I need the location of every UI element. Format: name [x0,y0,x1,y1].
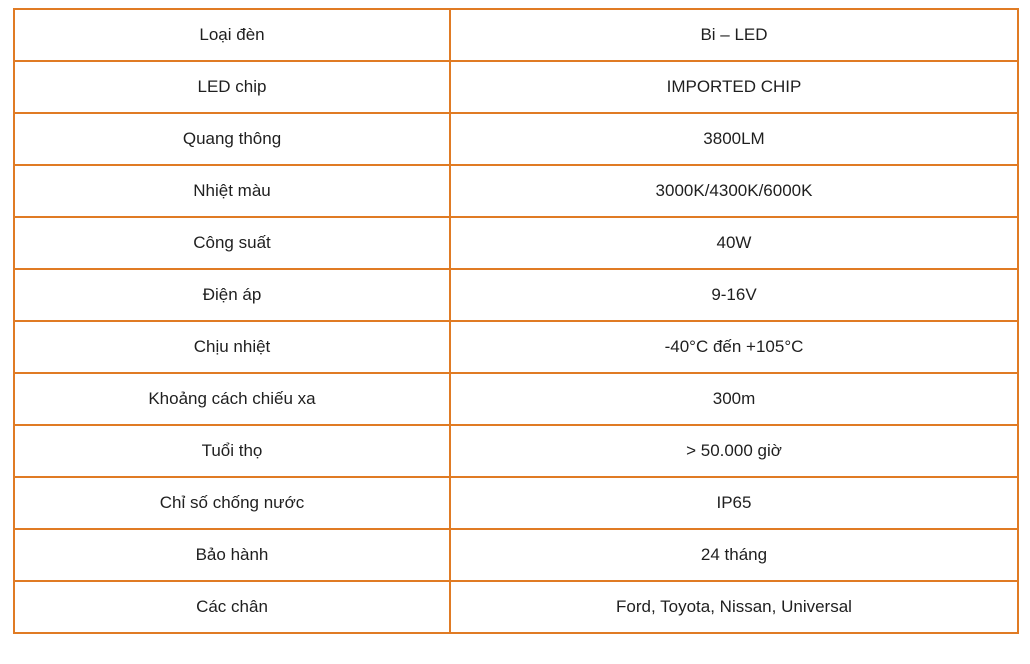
table-row [14,269,1018,321]
spec-label: LED chip [14,61,450,113]
spec-label: Bảo hành [14,529,450,581]
spec-label: Các chân [14,581,450,633]
table-row [14,529,1018,581]
spec-label: Quang thông [14,113,450,165]
spec-value: -40°C đến +105°C [450,321,1018,373]
table-row [14,61,1018,113]
spec-value: 3000K/4300K/6000K [450,165,1018,217]
table-row [14,373,1018,425]
spec-label: Loại đèn [14,9,450,61]
spec-value: 3800LM [450,113,1018,165]
spec-value: Ford, Toyota, Nissan, Universal [450,581,1018,633]
spec-value: 9-16V [450,269,1018,321]
table-row [14,425,1018,477]
spec-label: Công suất [14,217,450,269]
spec-value: IMPORTED CHIP [450,61,1018,113]
spec-value: 300m [450,373,1018,425]
spec-label: Điện áp [14,269,450,321]
spec-value: 24 tháng [450,529,1018,581]
table-row [14,165,1018,217]
spec-table-body [14,9,1018,633]
table-row [14,113,1018,165]
spec-value: Bi – LED [450,9,1018,61]
table-row [14,9,1018,61]
spec-table [13,8,1019,634]
spec-label: Chịu nhiệt [14,321,450,373]
table-row [14,321,1018,373]
spec-value: IP65 [450,477,1018,529]
spec-label: Chỉ số chống nước [14,477,450,529]
spec-value: 40W [450,217,1018,269]
spec-value: > 50.000 giờ [450,425,1018,477]
spec-label: Khoảng cách chiếu xa [14,373,450,425]
table-row [14,581,1018,633]
spec-label: Tuổi thọ [14,425,450,477]
spec-label: Nhiệt màu [14,165,450,217]
table-row [14,217,1018,269]
table-row [14,477,1018,529]
